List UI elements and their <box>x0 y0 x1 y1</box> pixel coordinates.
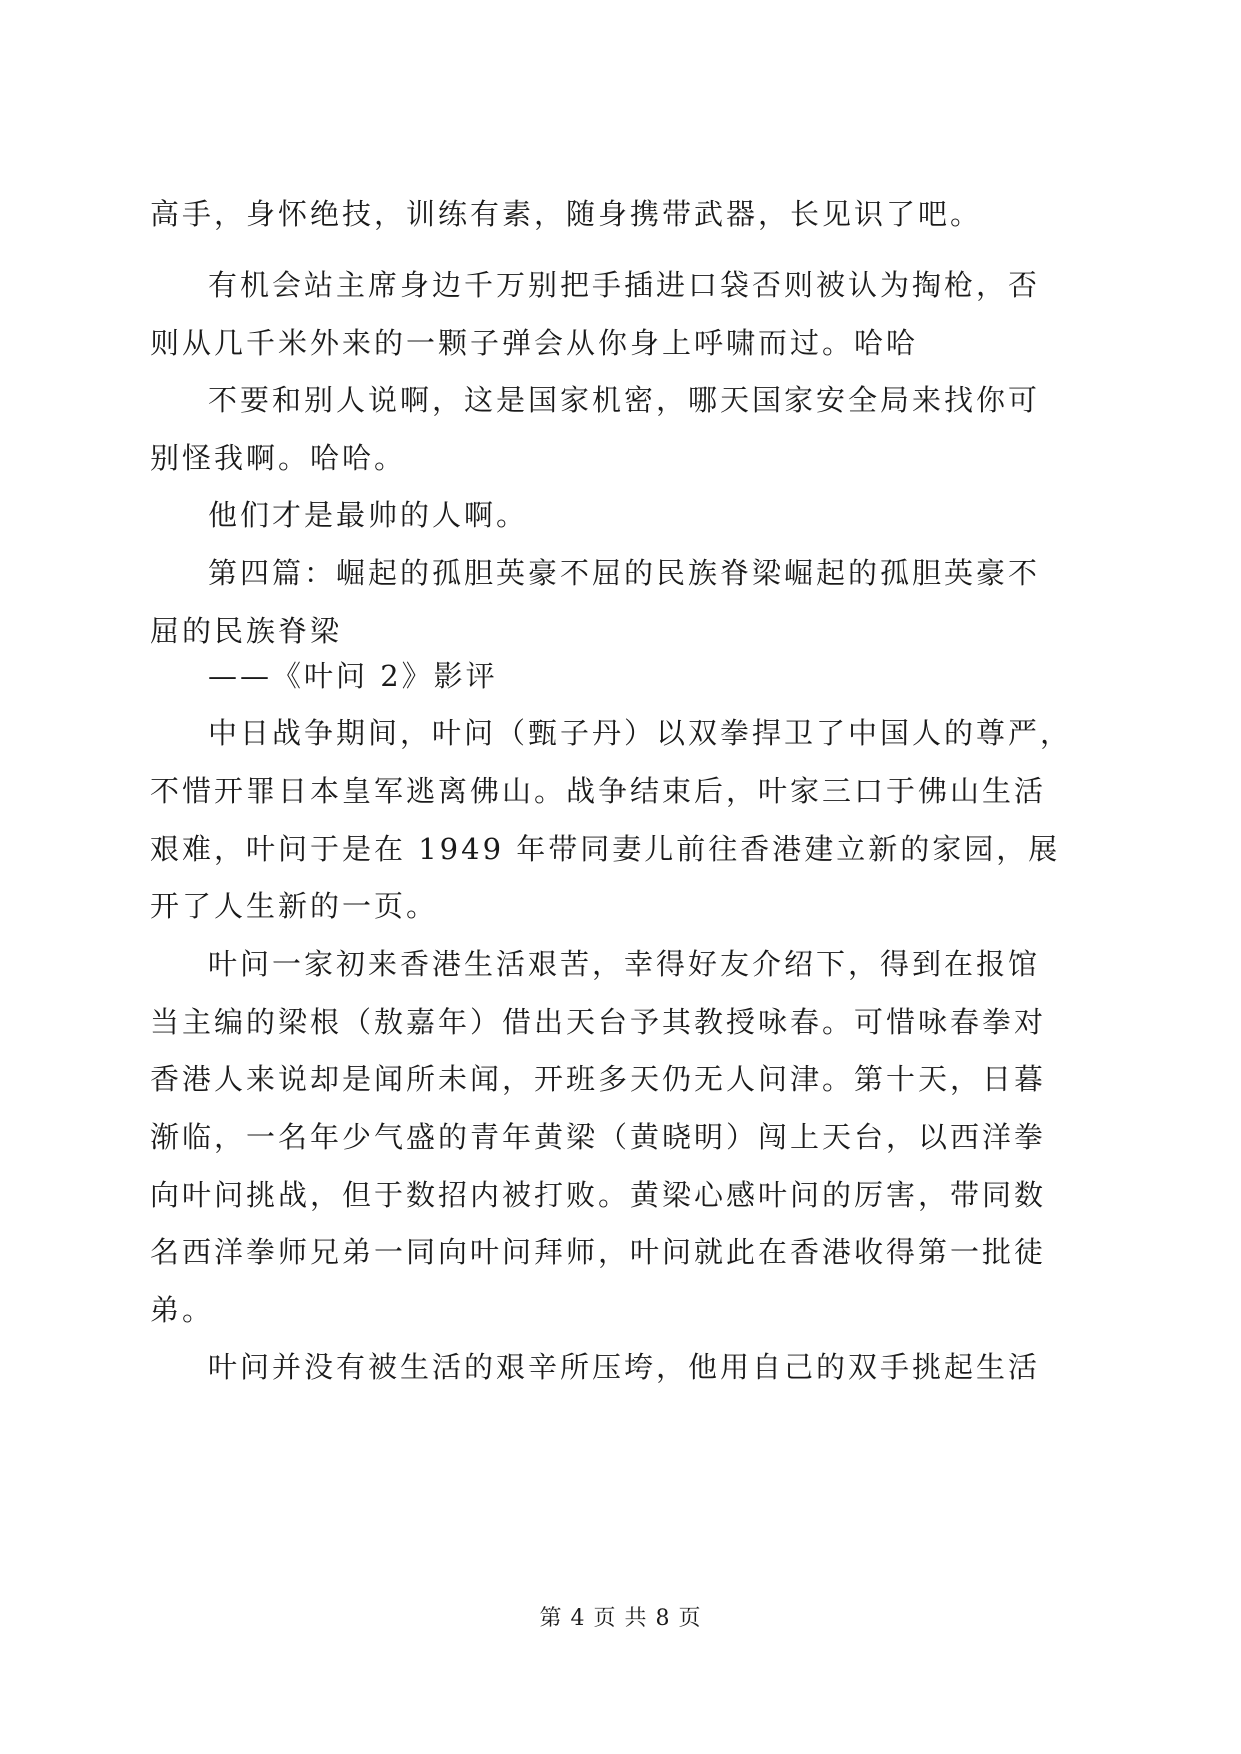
subtitle: ——《叶问 2》影评 <box>208 659 498 693</box>
text-line: 不惜开罪日本皇军逃离佛山。战争结束后，叶家三口于佛山生活 <box>150 774 1047 808</box>
text-line: 艰难，叶问于是在 1949 年带同妻儿前往香港建立新的家园，展 <box>150 832 1061 866</box>
text-line: 中日战争期间，叶问（甄子丹）以双拳捍卫了中国人的尊严， <box>208 716 1073 750</box>
text-line: 香港人来说却是闻所未闻，开班多天仍无人问津。第十天，日暮 <box>150 1062 1047 1096</box>
text-line: 叶问一家初来香港生活艰苦，幸得好友介绍下，得到在报馆 <box>208 947 1041 981</box>
text-line: 开了人生新的一页。 <box>150 889 439 923</box>
text-line: 他们才是最帅的人啊。 <box>208 498 529 532</box>
text-line: 不要和别人说啊，这是国家机密，哪天国家安全局来找你可 <box>208 383 1041 417</box>
text-line: 渐临，一名年少气盛的青年黄梁（黄晓明）闯上天台，以西洋拳 <box>150 1120 1047 1154</box>
text-line: 有机会站主席身边千万别把手插进口袋否则被认为掏枪，否 <box>208 268 1041 302</box>
text-line: 名西洋拳师兄弟一同向叶问拜师，叶问就此在香港收得第一批徒 <box>150 1235 1047 1269</box>
text-line: 向叶问挑战，但于数招内被打败。黄梁心感叶问的厉害，带同数 <box>150 1178 1047 1212</box>
page-number-footer: 第 4 页 共 8 页 <box>539 1606 702 1631</box>
text-line: 别怪我啊。哈哈。 <box>150 441 407 475</box>
text-line: 则从几千米外来的一颗子弹会从你身上呼啸而过。哈哈 <box>150 326 919 360</box>
text-line: 叶问并没有被生活的艰辛所压垮，他用自己的双手挑起生活 <box>208 1350 1041 1384</box>
text-line: 弟。 <box>150 1293 215 1327</box>
section-heading: 第四篇：崛起的孤胆英豪不屈的民族脊梁崛起的孤胆英豪不 <box>208 556 1041 590</box>
text-line: 当主编的梁根（敖嘉年）借出天台予其教授咏春。可惜咏春拳对 <box>150 1005 1047 1039</box>
section-heading: 屈的民族脊梁 <box>150 614 343 648</box>
text-line: 高手，身怀绝技，训练有素，随身携带武器，长见识了吧。 <box>150 197 983 231</box>
